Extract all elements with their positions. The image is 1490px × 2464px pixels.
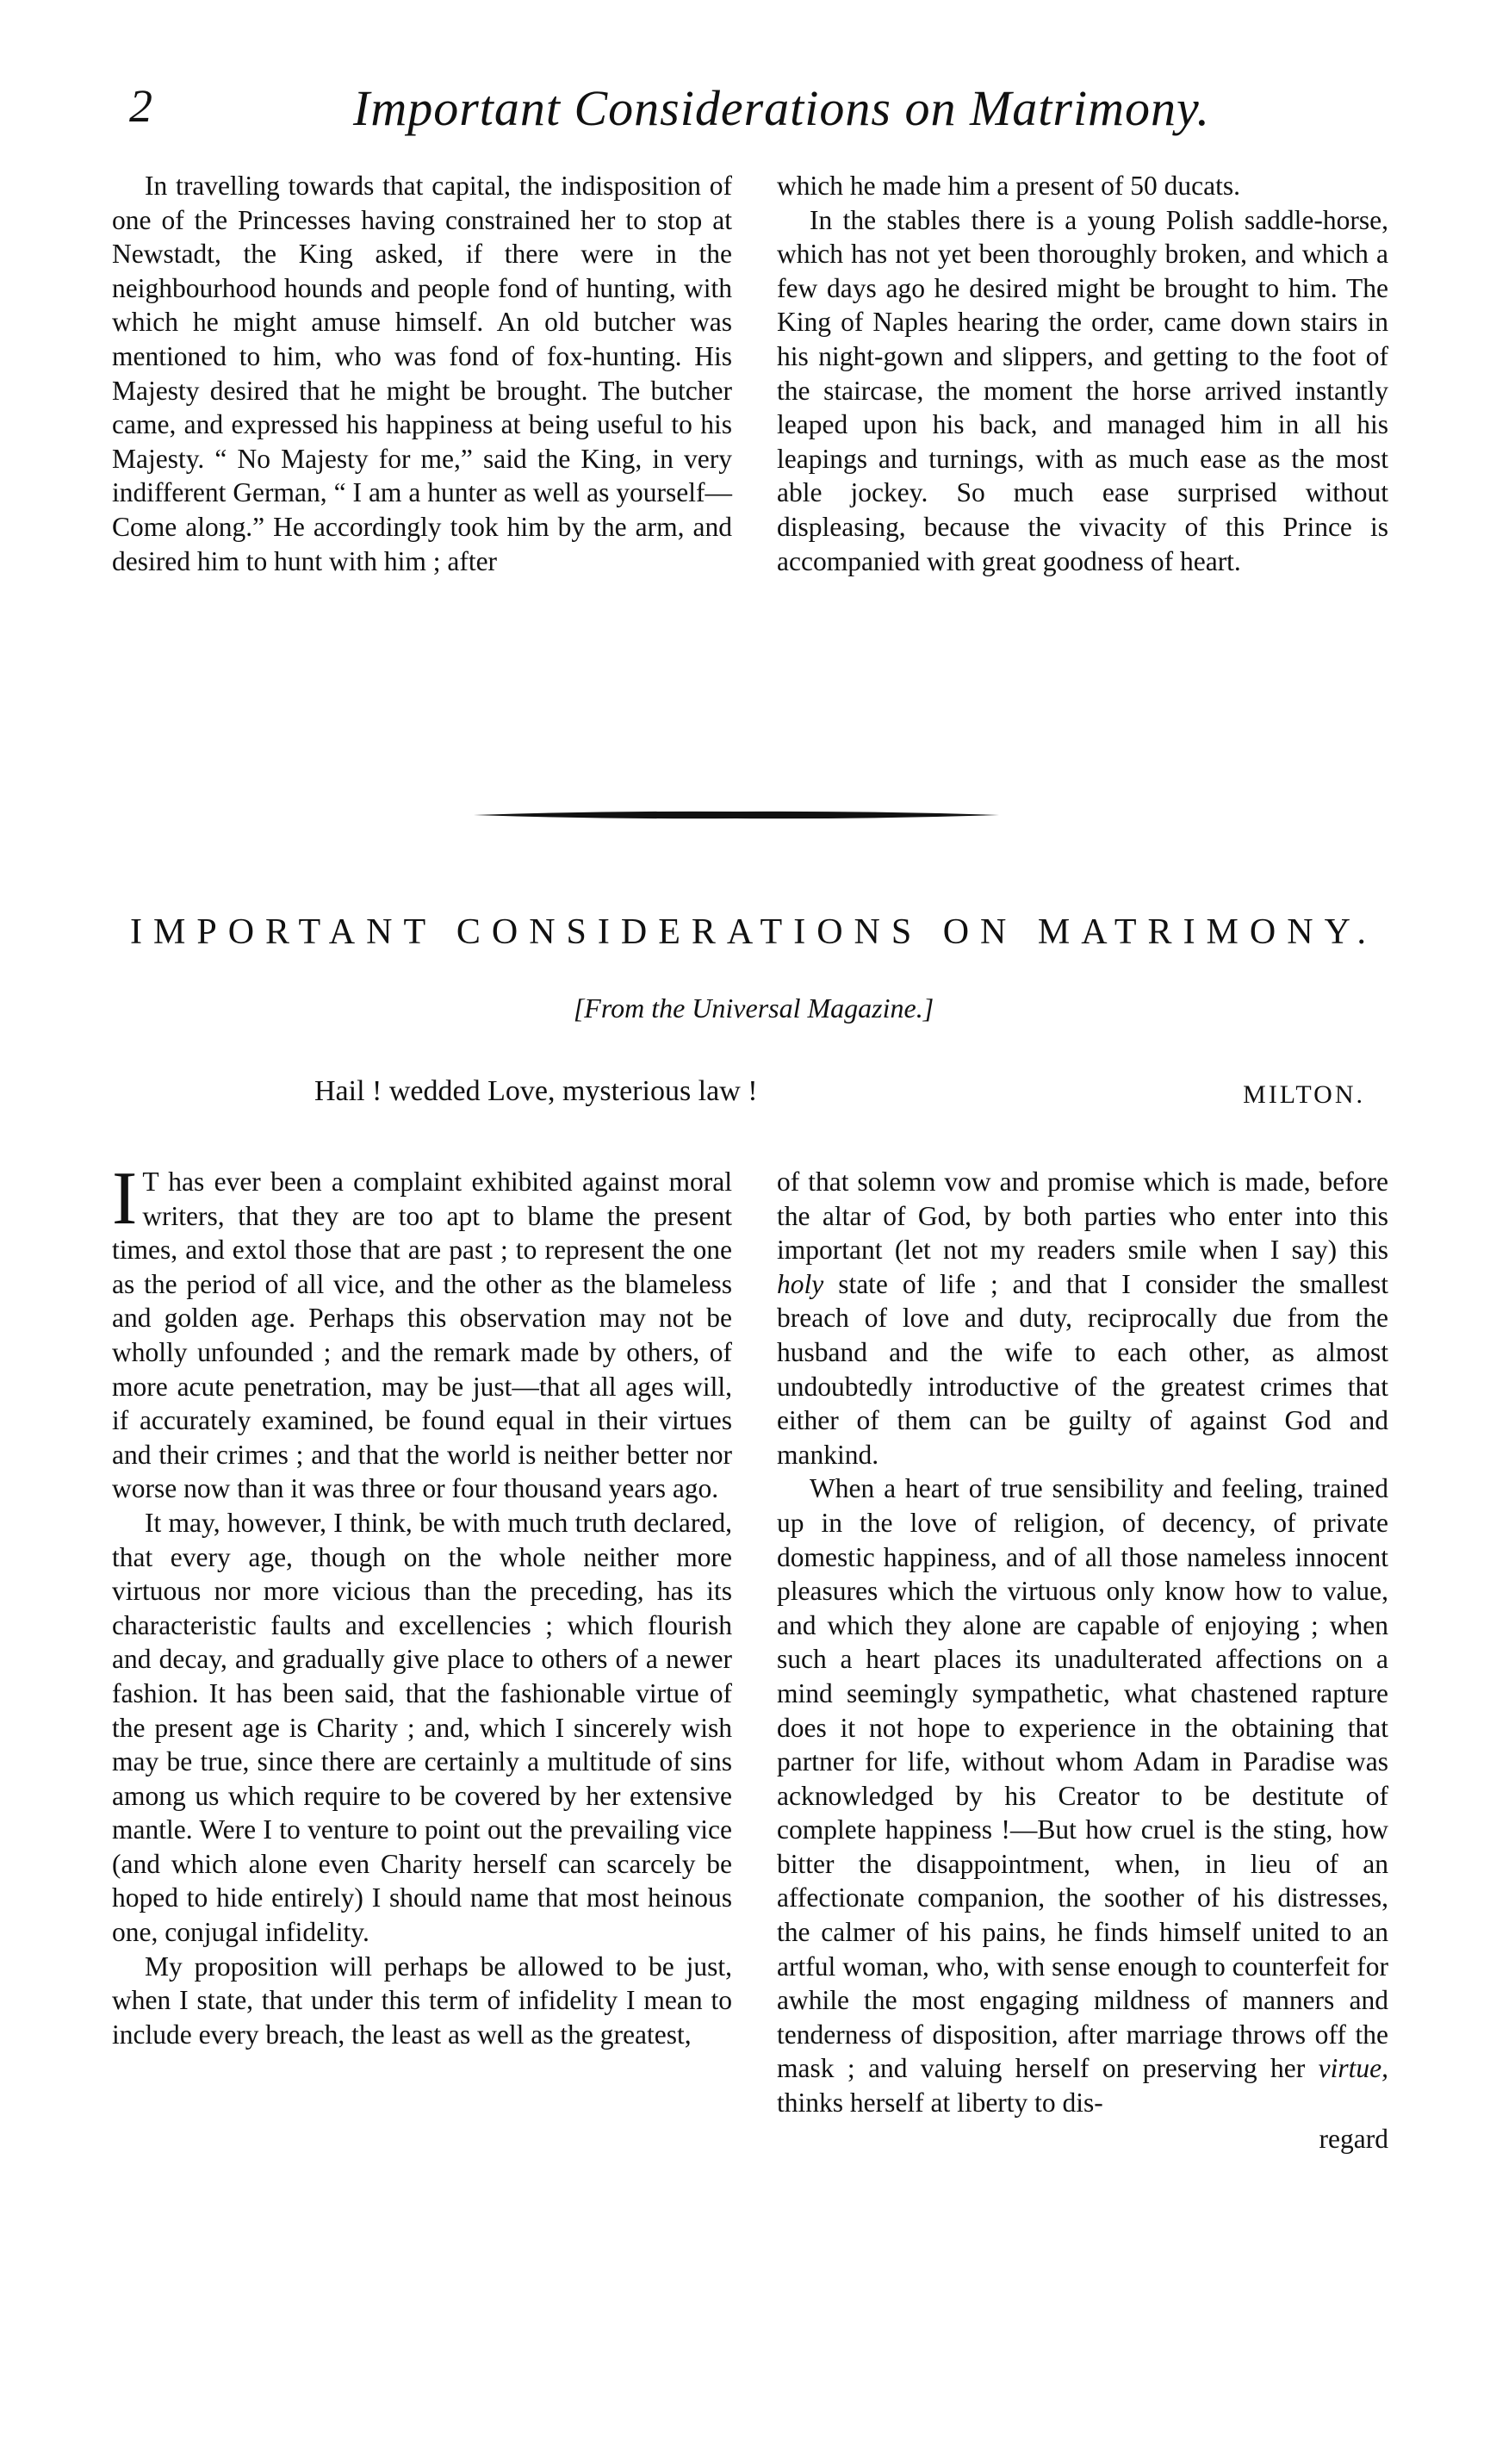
paragraph: My proposition will perhaps be allowed to be just, when I state, that under this term of infidelity I mean to include every breach, the least as well as the greatest, bbox=[112, 1951, 732, 2050]
continued-article-right-column bbox=[777, 169, 1388, 578]
paragraph-text: state of life ; and that I consider the smallest breach of love and duty, reciprocally due from the husband and the wife to each other, as almost undoubtedly introductive of the greatest crimes that either of them can be guilty of against God and mankind. bbox=[777, 1268, 1389, 1470]
epigraph-author: MILTON. bbox=[1243, 1080, 1365, 1109]
article-title: IMPORTANT CONSIDERATIONS ON MATRIMONY. bbox=[130, 912, 1377, 952]
catchword: regard bbox=[1319, 2123, 1388, 2154]
paragraph: In travelling towards that capital, the indisposition of one of the Princesses having constrained her to stop at Newstadt, the King asked, if there were in the neighbourhood hounds and people fond of hunting, with which he might amuse himself. An old butcher was mentioned to him, who was fond of fox-hunting. His Majesty desired that he might be brought. The butcher came, and expressed his happiness at being useful to his Majesty. “ No Majesty for me,” said the King, in very indifferent German, “ I am a hunter as well as yourself—Come along.” He accordingly took him by the arm, and desired him to hunt with him ; after bbox=[112, 171, 732, 576]
article-right-column bbox=[777, 1165, 1388, 2156]
running-title: Important Considerations on Matrimony. bbox=[353, 80, 1211, 136]
drop-cap: I bbox=[112, 1157, 138, 1241]
paragraph bbox=[112, 1157, 732, 1506]
article-source: [From the Universal Magazine.] bbox=[573, 992, 934, 1024]
page-header bbox=[112, 79, 1395, 148]
italic-word: holy bbox=[777, 1268, 824, 1299]
paragraph: In the stables there is a young Polish saddle-horse, which has not yet been thoroughly broken, and which a few days ago he desired might be brought to him. The King of Naples hearing the order, came down stairs in his night-gown and slippers, and getting to the foot of the staircase, the moment the horse arrived instantly leaped upon his back, and managed him in all his leapings and turnings, with as much ease as the most able jockey. So much ease surprised without displeasing, because the vivacity of this Prince is accompanied with great goodness of heart. bbox=[777, 204, 1388, 576]
section-divider bbox=[474, 810, 999, 820]
paragraph-text: When a heart of true sensibility and feeling, trained up in the love of religion, of decency, of private domestic happiness, and of all those nameless innocent pleasures which the virtuous only know how to value, and which they alone are capable of enjoying ; when such a heart places its unadulterated affections on a mind seemingly sympathetic, what chastened rapture does it not hope to experience in the obtaining that partner for life, without whom Adam in Paradise was acknowledged by his Creator to be destitute of complete happiness !—But how cruel is the sting, how bitter the disappointment, when, in lieu of an affectionate companion, the soother of his distresses, the calmer of his pains, he finds himself united to an artful woman, who, with sense enough to counterfeit for awhile the most engaging mildness of manners and tenderness of disposition, after marriage throws off the mask ; and valuing herself on preserving her bbox=[777, 1473, 1388, 2084]
paragraph-text: of that solemn vow and promise which is made, before the altar of God, by both parties who enter into this important (let not my readers smile when I say) this bbox=[777, 1167, 1388, 1266]
continued-article-left-column bbox=[112, 169, 732, 578]
paragraph: It may, however, I think, be with much truth declared, that every age, though on the whole neither more virtuous nor more vicious than the preceding, has its characteristic faults and excellencies ; which flourish and decay, and gradually give place to others of a newer fashion. It has been said, that the fashionable virtue of the present age is Charity ; and, which I sincerely wish may be true, since there are certainly a multitude of sins among us which require to be covered by her extensive mantle. Were I to venture to point out the prevailing vice (and which alone even Charity herself can scarcely be hoped to hide entirely) I should name that most heinous one, conjugal infidelity. bbox=[112, 1507, 732, 1948]
epigraph-quote: Hail ! wedded Love, mysterious law ! bbox=[314, 1075, 758, 1107]
paragraph-text: T has ever been a complaint exhibited against moral writers, that they are too apt to blame the present times, and extol those that are past ; to represent the one as the period of all vice, and the other as the blameless and golden age. Perhaps this observation may not be wholly unfounded ; and the remark made by others, of more acute penetration, may be just—that all ages will, if accurately examined, be found equal in their virtues and their crimes ; and that the world is neither better nor worse now than it was three or four thousand years ago. bbox=[112, 1167, 732, 1504]
italic-word: virtue, bbox=[1318, 2053, 1389, 2084]
article-left-column bbox=[112, 1157, 732, 2051]
paragraph: which he made him a present of 50 ducats. bbox=[777, 171, 1240, 201]
paragraph bbox=[777, 1472, 1388, 2119]
paragraph bbox=[777, 1165, 1388, 1472]
paragraph-text: thinks herself at liberty to dis- bbox=[777, 2088, 1103, 2119]
page-number: 2 bbox=[129, 80, 152, 132]
